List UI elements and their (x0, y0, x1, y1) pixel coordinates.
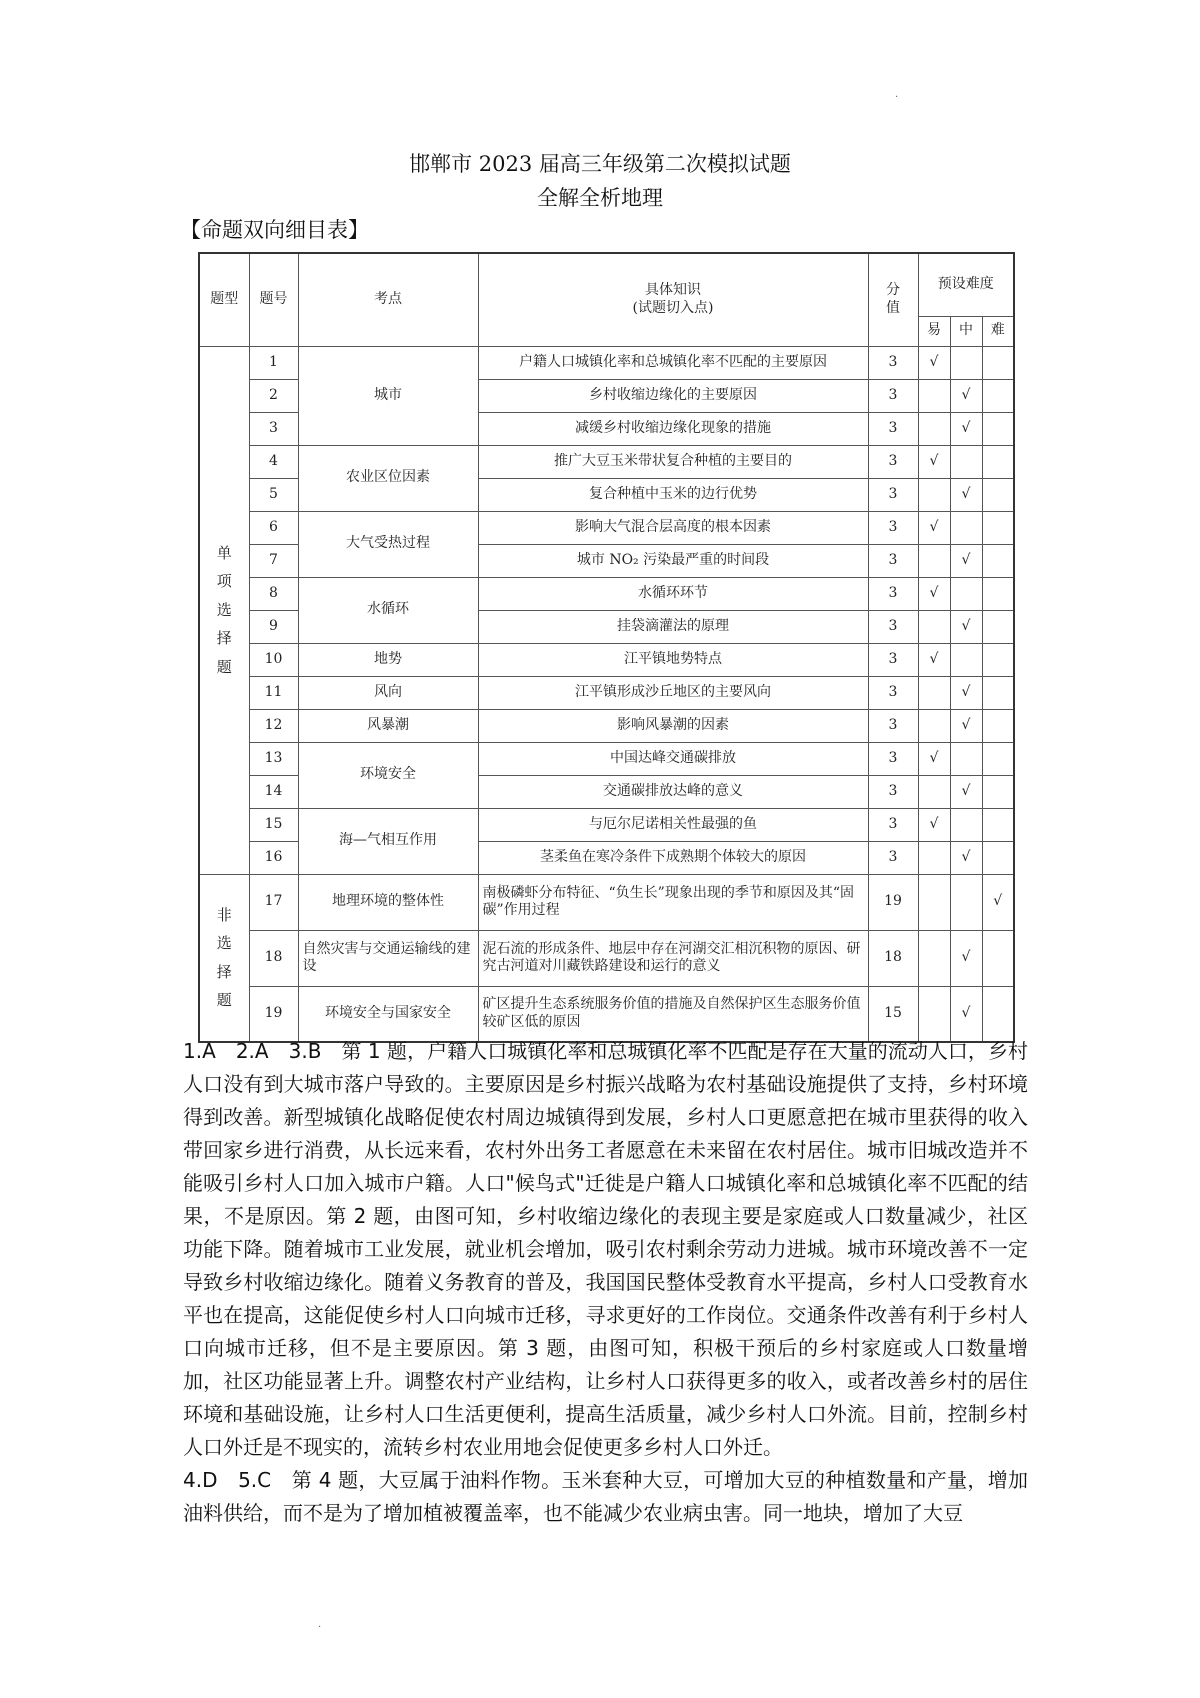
table-row (199, 643, 1014, 676)
medium-check: √ (950, 709, 982, 742)
medium-check: √ (950, 775, 982, 808)
q-knowledge: 交通碳排放达峰的意义 (478, 775, 868, 808)
q-score: 3 (868, 379, 918, 412)
q-score: 19 (868, 874, 918, 930)
table-row (199, 676, 1014, 709)
q-score: 3 (868, 577, 918, 610)
easy-check: √ (918, 445, 950, 478)
explanation-paragraph-1: 1.A 2.A 3.B 第 1 题，户籍人口城镇化率和总城镇化率不匹配是存在大量的流动人口，乡村人口没有到大城市落户导致的。主要原因是乡村振兴战略为农村基础设施提供了支持，乡村环境得到改善。新型城镇化战略促使农村周边城镇得到发展，乡村人口更愿意把在城市里获得的收入带回家乡进行消费，从长远来看，农村外出务工者愿意在未来留在农村居住。城市旧城改造并不能吸引乡村人口加入城市户籍。人口"候鸟式"迁徙是户籍人口城镇化率和总城镇化率不匹配的结果，不是原因。第 2 题，由图可知，乡村收缩边缘化的表现主要是家庭或人口数量减少，社区功能下降。随着城市工业发展，就业机会增加，吸引农村剩余劳动力进城。城市环境改善不一定导致乡村收缩边缘化。随着义务教育的普及，我国国民整体受教育水平提高，乡村人口受教育水平也在提高，这能促使乡村人口向城市迁移，寻求更好的工作岗位。交通条件改善有利于乡村人口向城市迁移，但不是主要原因。第 3 题，由图可知，积极干预后的乡村家庭或人口数量增加，社区功能显著上升。调整农村产业结构，让乡村人口获得更多的收入，或者改善乡村的居住环境和基础设施，让乡村人口生活更便利，提高生活质量，减少乡村人口外流。目前，控制乡村人口外迁是不现实的，流转乡村农业用地会促使更多乡村人口外迁。 (183, 1039, 1028, 1459)
q-num: 9 (249, 610, 298, 643)
table-row (199, 445, 1014, 478)
medium-cell (950, 346, 982, 379)
scan-dot: · (318, 1622, 322, 1633)
easy-cell (918, 841, 950, 874)
hard-cell (982, 544, 1014, 577)
q-knowledge: 矿区提升生态系统服务价值的措施及自然保护区生态服务价值较矿区低的原因 (478, 986, 868, 1042)
q-knowledge: 泥石流的形成条件、地层中存在河湖交汇相沉积物的原因、研究古河道对川藏铁路建设和运行的意义 (478, 930, 868, 986)
q-knowledge: 减缓乡村收缩边缘化现象的措施 (478, 412, 868, 445)
easy-check: √ (918, 643, 950, 676)
medium-cell (950, 808, 982, 841)
hard-cell (982, 742, 1014, 775)
table-row (199, 709, 1014, 742)
table-row (199, 874, 1014, 930)
q-knowledge: 挂袋滴灌法的原理 (478, 610, 868, 643)
table-row (199, 577, 1014, 610)
q-num: 1 (249, 346, 298, 379)
medium-cell (950, 511, 982, 544)
easy-cell (918, 676, 950, 709)
easy-check: √ (918, 346, 950, 379)
medium-check: √ (950, 610, 982, 643)
q-score: 3 (868, 742, 918, 775)
scan-dot: · (895, 92, 899, 103)
hard-cell (982, 643, 1014, 676)
point-env: 环境安全 (298, 742, 478, 808)
hard-cell (982, 808, 1014, 841)
col-medium: 中 (950, 316, 982, 346)
hard-cell (982, 709, 1014, 742)
col-point: 考点 (298, 253, 478, 346)
table-row (199, 511, 1014, 544)
medium-check: √ (950, 930, 982, 986)
q-knowledge: 南极磷虾分布特征、“负生长”现象出现的季节和原因及其“固碳”作用过程 (478, 874, 868, 930)
medium-check: √ (950, 986, 982, 1042)
q-num: 7 (249, 544, 298, 577)
easy-check: √ (918, 808, 950, 841)
point-security: 环境安全与国家安全 (298, 986, 478, 1042)
q-num: 6 (249, 511, 298, 544)
q-num: 18 (249, 930, 298, 986)
explanation-paragraph-2: 4.D 5.C 第 4 题，大豆属于油料作物。玉米套种大豆，可增加大豆的种植数量和产量，增加油料供给，而不是为了增加植被覆盖率，也不能减少农业病虫害。同一地块，增加了大豆 (183, 1468, 1028, 1525)
exam-spec-table (198, 252, 1015, 1043)
col-hard: 难 (982, 316, 1014, 346)
hard-cell (982, 379, 1014, 412)
hard-cell (982, 412, 1014, 445)
q-num: 2 (249, 379, 298, 412)
group-single-label: 单项选择题 (216, 543, 232, 676)
q-score: 3 (868, 709, 918, 742)
col-type: 题型 (199, 253, 249, 346)
q-num: 19 (249, 986, 298, 1042)
point-agri: 农业区位因素 (298, 445, 478, 511)
col-difficulty: 预设难度 (918, 253, 1014, 316)
medium-check: √ (950, 478, 982, 511)
easy-cell (918, 986, 950, 1042)
point-whole: 地理环境的整体性 (298, 874, 478, 930)
medium-check: √ (950, 841, 982, 874)
page-title: 邯郸市 2023 届高三年级第二次模拟试题 (409, 152, 791, 176)
q-num: 3 (249, 412, 298, 445)
q-knowledge: 江平镇地势特点 (478, 643, 868, 676)
medium-cell (950, 577, 982, 610)
hard-cell (982, 610, 1014, 643)
q-knowledge: 与厄尔尼诺相关性最强的鱼 (478, 808, 868, 841)
medium-cell (950, 445, 982, 478)
q-score: 3 (868, 346, 918, 379)
hard-cell (982, 775, 1014, 808)
hard-cell (982, 346, 1014, 379)
q-knowledge: 户籍人口城镇化率和总城镇化率不匹配的主要原因 (478, 346, 868, 379)
q-score: 3 (868, 445, 918, 478)
q-num: 13 (249, 742, 298, 775)
q-score: 3 (868, 841, 918, 874)
point-city: 城市 (298, 346, 478, 445)
q-num: 5 (249, 478, 298, 511)
hard-cell (982, 676, 1014, 709)
q-knowledge: 影响大气混合层高度的根本因素 (478, 511, 868, 544)
table-row (199, 808, 1014, 841)
q-score: 3 (868, 676, 918, 709)
medium-check: √ (950, 676, 982, 709)
q-num: 4 (249, 445, 298, 478)
q-knowledge: 茎柔鱼在寒冷条件下成熟期个体较大的原因 (478, 841, 868, 874)
group-non (199, 874, 249, 1042)
easy-cell (918, 379, 950, 412)
q-knowledge: 影响风暴潮的因素 (478, 709, 868, 742)
q-score: 3 (868, 478, 918, 511)
medium-check: √ (950, 412, 982, 445)
easy-cell (918, 930, 950, 986)
easy-cell (918, 610, 950, 643)
easy-check: √ (918, 742, 950, 775)
q-score: 3 (868, 610, 918, 643)
q-num: 17 (249, 874, 298, 930)
q-knowledge: 中国达峰交通碳排放 (478, 742, 868, 775)
col-score: 分值 (868, 253, 918, 346)
hard-check: √ (982, 874, 1014, 930)
q-score: 3 (868, 808, 918, 841)
table-header-row (199, 253, 1014, 316)
q-knowledge: 推广大豆玉米带状复合种植的主要目的 (478, 445, 868, 478)
q-score: 3 (868, 511, 918, 544)
q-score: 3 (868, 775, 918, 808)
col-knowledge (478, 253, 868, 346)
hard-cell (982, 841, 1014, 874)
easy-cell (918, 478, 950, 511)
medium-cell (950, 742, 982, 775)
easy-cell (918, 874, 950, 930)
q-knowledge: 水循环环节 (478, 577, 868, 610)
table-row (199, 986, 1014, 1042)
q-knowledge: 复合种植中玉米的边行优势 (478, 478, 868, 511)
q-score: 3 (868, 643, 918, 676)
q-num: 10 (249, 643, 298, 676)
easy-cell (918, 544, 950, 577)
point-disaster: 自然灾害与交通运输线的建设 (298, 930, 478, 986)
q-num: 11 (249, 676, 298, 709)
q-score: 3 (868, 544, 918, 577)
point-sea-air: 海—气相互作用 (298, 808, 478, 874)
medium-cell (950, 643, 982, 676)
medium-check: √ (950, 544, 982, 577)
q-knowledge: 城市 NO₂ 污染最严重的时间段 (478, 544, 868, 577)
point-wind: 风向 (298, 676, 478, 709)
q-num: 16 (249, 841, 298, 874)
q-knowledge: 乡村收缩边缘化的主要原因 (478, 379, 868, 412)
q-knowledge: 江平镇形成沙丘地区的主要风向 (478, 676, 868, 709)
q-num: 8 (249, 577, 298, 610)
group-non-label: 非选择题 (216, 905, 232, 1010)
q-score: 15 (868, 986, 918, 1042)
medium-cell (950, 874, 982, 930)
page-subtitle: 全解全析地理 (537, 186, 663, 210)
answer-explanation (183, 1035, 1028, 1530)
q-num: 15 (249, 808, 298, 841)
table-row (199, 930, 1014, 986)
col-num: 题号 (249, 253, 298, 346)
easy-cell (918, 412, 950, 445)
section-heading: 【命题双向细目表】 (180, 218, 369, 242)
q-num: 12 (249, 709, 298, 742)
q-score: 18 (868, 930, 918, 986)
group-single (199, 346, 249, 874)
hard-cell (982, 511, 1014, 544)
point-water: 水循环 (298, 577, 478, 643)
col-knowledge-label: 具体知识 (645, 282, 701, 299)
hard-cell (982, 577, 1014, 610)
table-row (199, 346, 1014, 379)
easy-cell (918, 775, 950, 808)
easy-check: √ (918, 577, 950, 610)
col-easy: 易 (918, 316, 950, 346)
col-knowledge-sub: (试题切入点) (632, 299, 714, 316)
easy-cell (918, 709, 950, 742)
q-score: 3 (868, 412, 918, 445)
hard-cell (982, 986, 1014, 1042)
point-storm: 风暴潮 (298, 709, 478, 742)
point-terrain: 地势 (298, 643, 478, 676)
table-row (199, 742, 1014, 775)
q-num: 14 (249, 775, 298, 808)
point-atmos: 大气受热过程 (298, 511, 478, 577)
hard-cell (982, 930, 1014, 986)
hard-cell (982, 445, 1014, 478)
hard-cell (982, 478, 1014, 511)
medium-check: √ (950, 379, 982, 412)
easy-check: √ (918, 511, 950, 544)
